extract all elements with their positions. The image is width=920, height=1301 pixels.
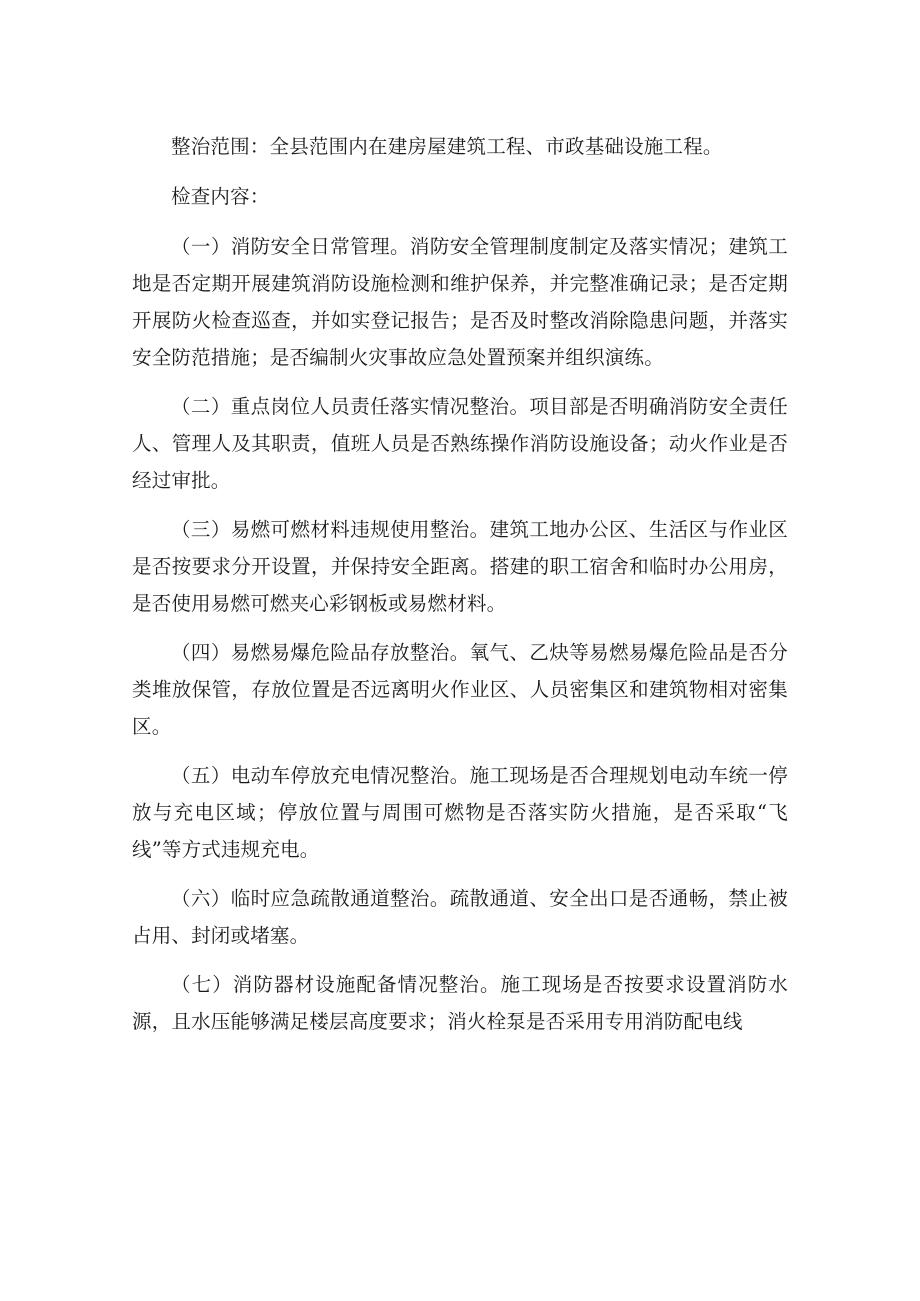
item-paragraph-4: （四）易燃易爆危险品存放整治。氧气、乙炔等易燃易爆危险品是否分类堆放保管，存放位置是否远离明火作业区、人员密集区和建筑物相对密集区。 bbox=[132, 641, 788, 738]
item-paragraph-6: （六）临时应急疏散通道整治。疏散通道、安全出口是否通畅，禁止被占用、封闭或堵塞。 bbox=[132, 887, 788, 947]
scope-paragraph: 整治范围：全县范围内在建房屋建筑工程、市政基础设施工程。 bbox=[171, 135, 723, 158]
item-paragraph-3: （三）易燃可燃材料违规使用整治。建筑工地办公区、生活区与作业区是否按要求分开设置，并保持安全距离。搭建的职工宿舍和临时办公用房，是否使用易燃可燃夹心彩钢板或易燃材料。 bbox=[132, 518, 788, 615]
item-paragraph-1: （一）消防安全日常管理。消防安全管理制度制定及落实情况；建筑工地是否定期开展建筑消防设施检测和维护保养，并完整准确记录；是否定期开展防火检查巡查，并如实登记报告；是否及时整改消除隐患问题，并落实安全防范措施；是否编制火灾事故应急处置预案并组织演练。 bbox=[132, 235, 788, 369]
document-body bbox=[132, 128, 788, 1052]
item-paragraph-2: （二）重点岗位人员责任落实情况整治。项目部是否明确消防安全责任人、管理人及其职责，值班人员是否熟练操作消防设施设备；动火作业是否经过审批。 bbox=[132, 395, 788, 492]
item-paragraph-7: （七）消防器材设施配备情况整治。施工现场是否按要求设置消防水源，且水压能够满足楼层高度要求；消火栓泵是否采用专用消防配电线 bbox=[132, 973, 788, 1033]
item-paragraph-5: （五）电动车停放充电情况整治。施工现场是否合理规划电动车统一停放与充电区域；停放位置与周围可燃物是否落实防火措施，是否采取“飞线”等方式违规充电。 bbox=[132, 764, 788, 861]
check-content-heading: 检查内容： bbox=[171, 185, 270, 208]
